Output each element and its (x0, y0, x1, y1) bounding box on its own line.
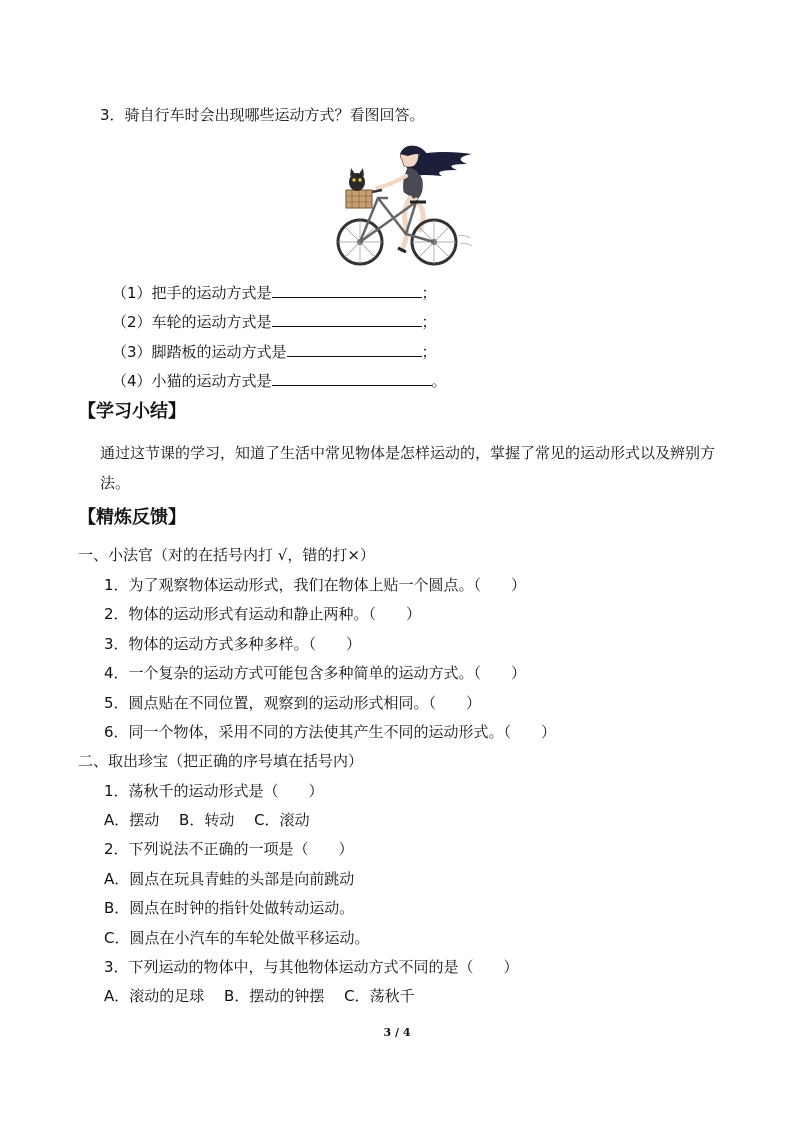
page-number: 3 / 4 (383, 1026, 411, 1039)
summary-heading: 【学习小结】 (78, 401, 186, 422)
answer-blank[interactable] (272, 282, 422, 298)
section2-q3-options: A．滚动的足球 B．摆动的钟摆 C．荡秋千 (104, 987, 415, 1005)
section2-q1-options: A．摆动 B．转动 C．滚动 (104, 811, 310, 829)
cat-in-basket (349, 168, 365, 191)
question3-prompt: 3．骑自行车时会出现哪些运动方式？看图回答。 (100, 106, 425, 124)
section1-item: 3．物体的运动方式多种多样。（ ） (104, 635, 362, 653)
section2-q2-option-c: C．圆点在小汽车的车轮处做平移运动。 (104, 929, 370, 947)
summary-text: 通过这节课的学习，知道了生活中常见物体是怎样运动的，掌握了常见的运动形式以及辨别方法。 (100, 444, 716, 492)
feedback-heading: 【精炼反馈】 (78, 507, 186, 528)
section1-item: 2．物体的运动形式有运动和静止两种。（ ） (104, 605, 422, 623)
section2-q3-stem: 3．下列运动的物体中，与其他物体运动方式不同的是（ ） (104, 958, 519, 976)
section2-q2-option-b: B．圆点在时钟的指针处做转动运动。 (104, 899, 355, 917)
q3-item-wheel: （2）车轮的运动方式是 ； (112, 313, 437, 331)
section1-item: 5．圆点贴在不同位置，观察到的运动形式相同。（ ） (104, 694, 482, 712)
girl-on-bicycle-illustration (332, 140, 482, 270)
answer-blank[interactable] (272, 311, 422, 327)
section2-q2-option-a: A．圆点在玩具青蛙的头部是向前跳动 (104, 870, 355, 888)
q3-item-handlebar: （1）把手的运动方式是 ； (112, 284, 437, 302)
section2-q2-stem: 2．下列说法不正确的一项是（ ） (104, 840, 354, 858)
q3-item-cat: （4）小猫的运动方式是 。 (112, 372, 447, 390)
answer-blank[interactable] (272, 370, 432, 386)
section1-title: 一、小法官（对的在括号内打 √，错的打×） (78, 546, 375, 564)
q3-item-pedal: （3）脚踏板的运动方式是 ； (112, 343, 437, 361)
section1-item: 1．为了观察物体运动形式，我们在物体上贴一个圆点。（ ） (104, 576, 527, 594)
section1-item: 6．同一个物体，采用不同的方法使其产生不同的运动形式。（ ） (104, 723, 557, 741)
section2-q1-stem: 1．荡秋千的运动形式是（ ） (104, 782, 324, 800)
section1-item: 4．一个复杂的运动方式可能包含多种简单的运动方式。（ ） (104, 664, 527, 682)
answer-blank[interactable] (287, 341, 422, 357)
section2-title: 二、取出珍宝（把正确的序号填在括号内） (78, 752, 364, 770)
